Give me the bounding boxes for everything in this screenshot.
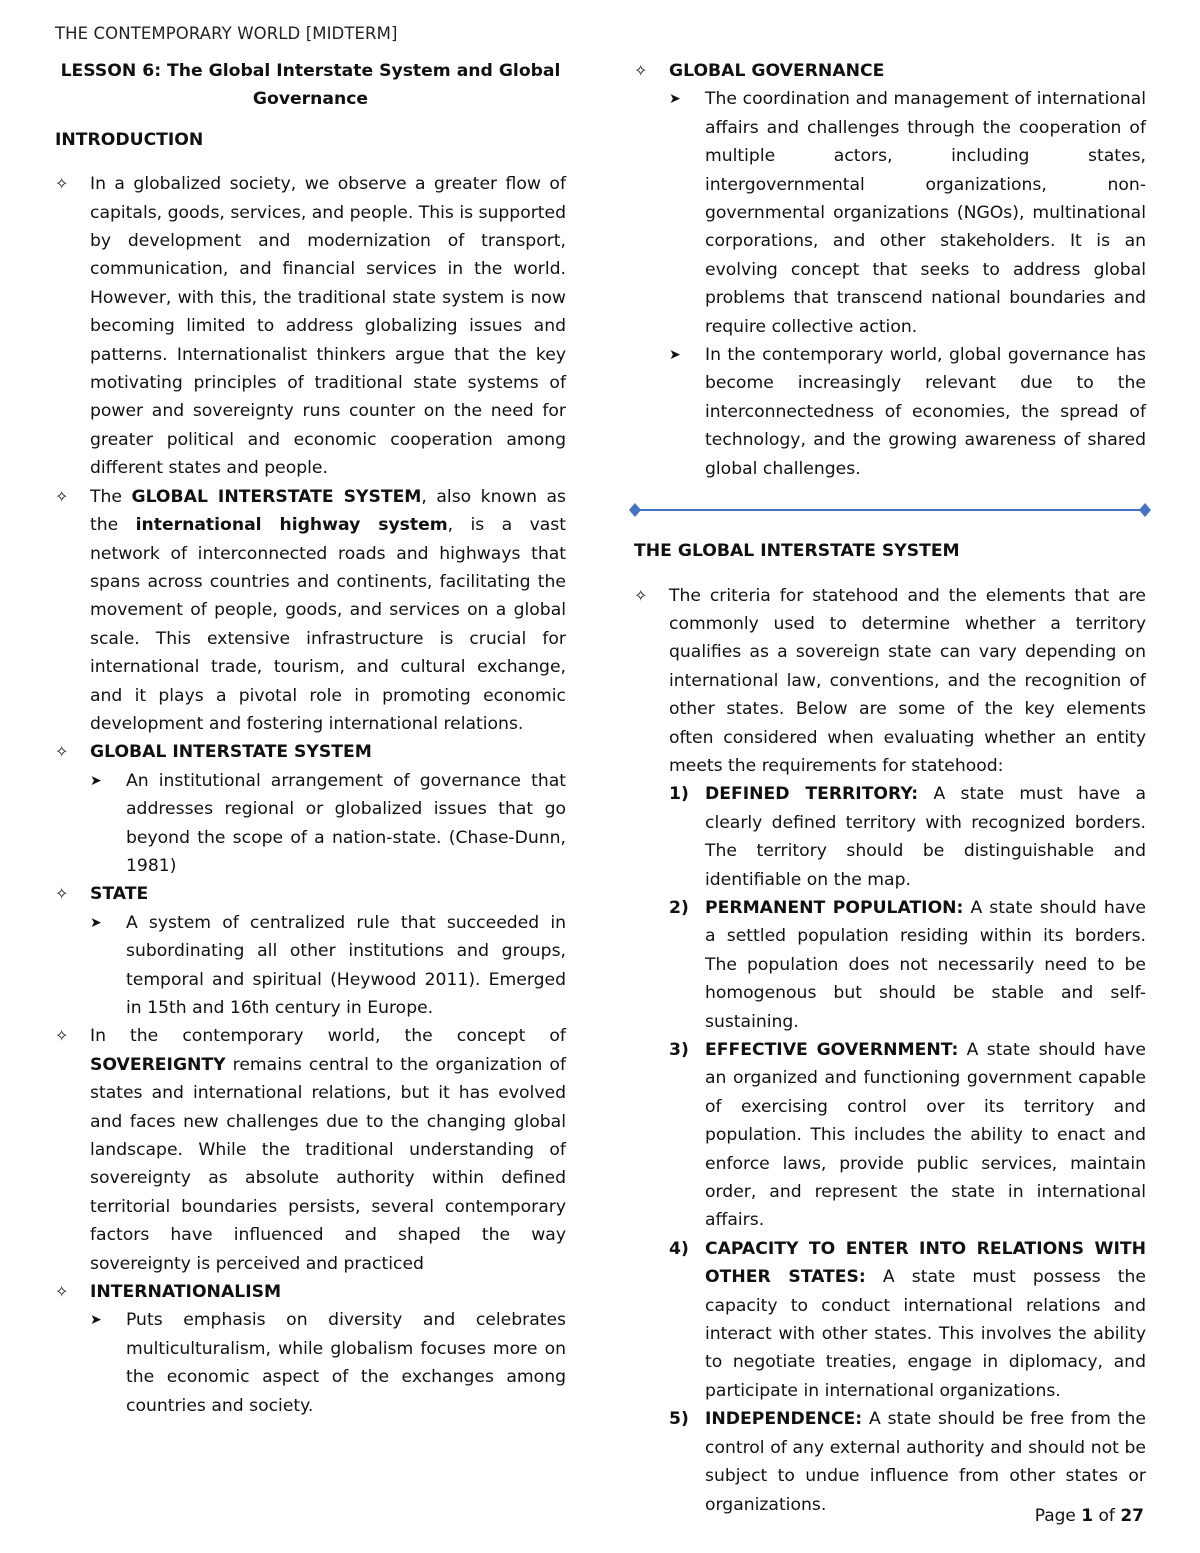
page-number: Page 1 of 27 — [1034, 1506, 1144, 1526]
internationalism-heading-bullet: ✧ INTERNATIONALISM — [55, 1278, 566, 1306]
state-heading-bullet: ✧ STATE — [55, 880, 566, 908]
state-definition-bullet: ➤ A system of centralized rule that succeeded in subordinating all other institutions and groups, temporal and spiritual (Heywood 2011). Emerged in 15th and 16th century in Europe. — [90, 909, 566, 1023]
gis-definition-bullet: ➤ An institutional arrangement of governance that addresses regional or globalized issues that go beyond the scope of a nation-state. (Chase-Dunn, 1981) — [90, 767, 566, 881]
criteria-item: 2) PERMANENT POPULATION: A state should have a settled population residing within its borders. The population does not necessarily need to be homogenous but should be stable and self-sustaining. — [669, 897, 1146, 1032]
criteria-item: 4) CAPACITY TO ENTER INTO RELATIONS WITH OTHER STATES: A state must possess the capacity to conduct international relations and interact with other states. This involves the ability to negotiate treaties, engage in diplomacy, and participate in international organizations. — [669, 1238, 1146, 1401]
divider-line — [634, 509, 1146, 511]
statehood-criteria-bullet: ✧ The criteria for statehood and the elements that are commonly used to determine whether a territory qualifies as a sovereign state can vary depending on international law, conventions, and the recognition of other states. Below are some of the key elements often considered when evaluating whether an entity meets the requirements for statehood: — [634, 582, 1146, 781]
intro-bullet: ✧ In a globalized society, we observe a greater flow of capitals, goods, services, and people. This is supported by development and modernization of transport, communication, and financial services in the world. However, with this, the traditional state system is now becoming limited to address globalizing issues and patterns. Internationalist thinkers argue that the key motivating principles of traditional state systems of power and sovereignty runs counter on the need for greater political and economic cooperation among different states and people. — [55, 170, 566, 482]
lesson-title: LESSON 6: The Global Interstate System and Global Governance — [60, 61, 561, 110]
gis-heading-bullet: ✧ GLOBAL INTERSTATE SYSTEM — [55, 738, 566, 766]
four-point-star-bullet-icon: ✧ — [55, 1026, 69, 1046]
global-governance-definition-bullet: ➤ The coordination and management of international affairs and challenges through the cooperation of multiple actors, including states, intergovernmental organizations, non-governmental organizations (NGOs), multinational corporations, and other stakeholders. It is an evolving concept that seeks to address global problems that transcend national boundaries and require collective action. — [669, 85, 1146, 341]
criteria-item: 3) EFFECTIVE GOVERNMENT: A state should have an organized and functioning government capable of exercising control over its territory and population. This includes the ability to enact and enforce laws, provide public services, maintain order, and represent the state in international affairs. — [669, 1040, 1147, 1231]
internationalism-definition-bullet: ➤ Puts emphasis on diversity and celebrates multiculturalism, while globalism focuses more on the economic aspect of the exchanges among countries and society. — [90, 1306, 566, 1420]
arrowhead-bullet-icon: ➤ — [90, 1312, 102, 1329]
interstate-system-heading: THE GLOBAL INTERSTATE SYSTEM — [634, 541, 960, 562]
arrowhead-bullet-icon: ➤ — [90, 772, 102, 789]
four-point-star-bullet-icon: ✧ — [55, 1282, 69, 1302]
criteria-item: 5) INDEPENDENCE: A state should be free from the control of any external authority and should not be subject to undue influence from other states or organizations. — [669, 1409, 1146, 1515]
four-point-star-bullet-icon: ✧ — [55, 174, 69, 194]
arrowhead-bullet-icon: ➤ — [90, 914, 102, 931]
sovereignty-bullet: ✧ In the contemporary world, the concept of SOVEREIGNTY remains central to the organization of states and international relations, but it has evolved and faces new challenges due to the changing global landscape. While the traditional understanding of sovereignty as absolute authority within defined territorial boundaries persists, several contemporary factors have influenced and shaped the way sovereignty is perceived and practiced — [55, 1022, 566, 1278]
diamond-icon — [629, 503, 641, 517]
interstate-system-bullet: ✧ The GLOBAL INTERSTATE SYSTEM, also known as the international highway system, is a vast network of interconnected roads and highways that spans across countries and continents, facilitating the movement of people, goods, and services on a global scale. This extensive infrastructure is crucial for international trade, tourism, and cultural exchange, and it plays a pivotal role in promoting economic development and fostering international relations. — [55, 483, 566, 739]
diamond-icon — [1139, 503, 1151, 517]
global-governance-relevance-bullet: ➤ In the contemporary world, global governance has become increasingly relevant due to the interconnectedness of economies, the spread of technology, and the growing awareness of shared global challenges. — [669, 341, 1146, 483]
four-point-star-bullet-icon: ✧ — [55, 742, 69, 762]
criteria-item: 1) DEFINED TERRITORY: A state must have a clearly defined territory with recognized borders. The territory should be distinguishable and identifiable on the map. — [669, 784, 1146, 890]
arrowhead-bullet-icon: ➤ — [669, 91, 681, 108]
global-governance-heading-bullet: ✧ GLOBAL GOVERNANCE — [634, 57, 1146, 85]
left-column — [55, 57, 566, 1420]
right-column — [634, 57, 1146, 1519]
arrowhead-bullet-icon: ➤ — [669, 347, 681, 364]
page-header: THE CONTEMPORARY WORLD [MIDTERM] — [55, 24, 398, 43]
four-point-star-bullet-icon: ✧ — [634, 585, 648, 605]
four-point-star-bullet-icon: ✧ — [55, 884, 69, 904]
four-point-star-bullet-icon: ✧ — [634, 61, 648, 80]
four-point-star-bullet-icon: ✧ — [55, 486, 69, 506]
introduction-heading: INTRODUCTION — [55, 129, 204, 150]
section-divider — [634, 497, 1146, 527]
